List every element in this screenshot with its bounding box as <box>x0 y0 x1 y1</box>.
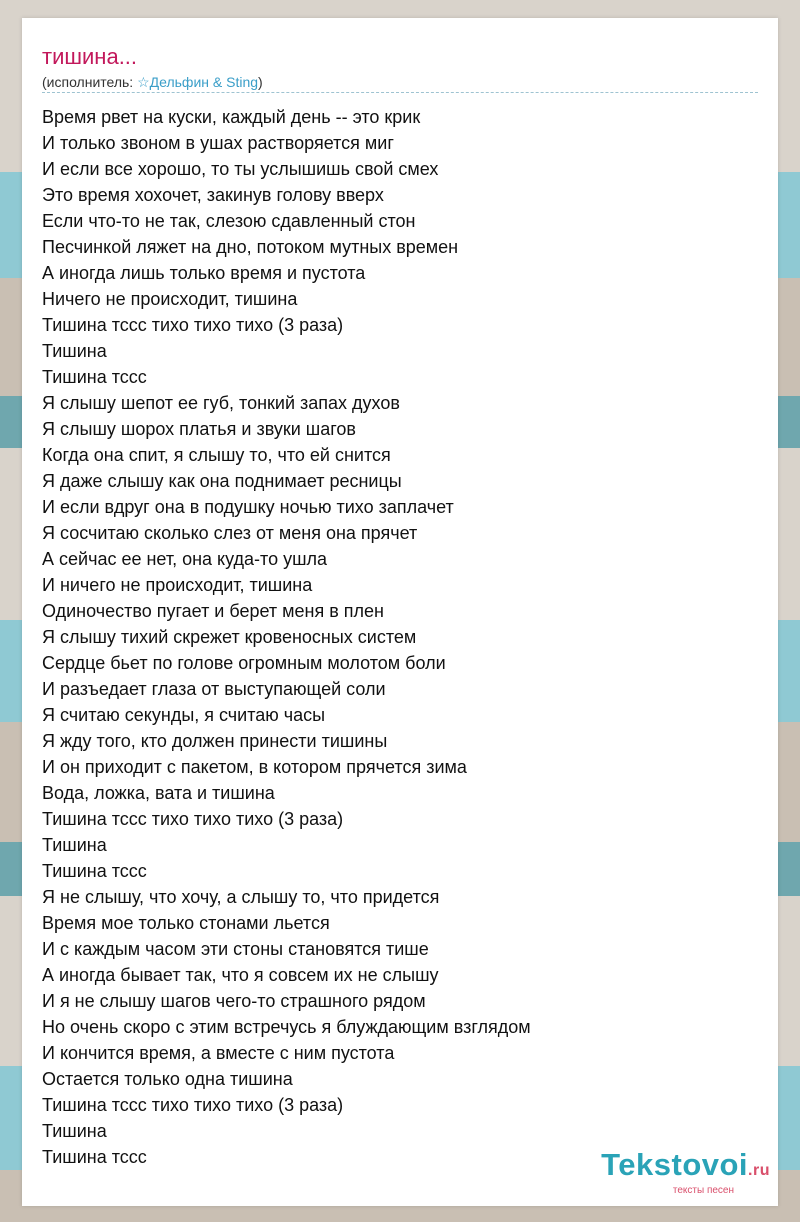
lyric-line: Ничего не происходит, тишина <box>42 289 298 309</box>
artist-name: Дельфин & Sting <box>149 74 259 90</box>
lyric-line: Я слышу шепот ее губ, тонкий запах духов <box>42 393 400 413</box>
lyric-line: Тишина тссс тихо тихо тихо (3 раза) <box>42 315 344 335</box>
lyrics-text <box>42 104 531 1170</box>
lyric-line: Одиночество пугает и берет меня в плен <box>42 601 384 621</box>
performer-prefix: (исполнитель: <box>42 74 138 90</box>
artist-link[interactable] <box>137 74 258 90</box>
lyric-line: Вода, ложка, вата и тишина <box>42 783 275 803</box>
lyric-line: И он приходит с пакетом, в котором прячется зима <box>42 757 467 777</box>
lyric-line: Но очень скоро с этим встречусь я блуждающим взглядом <box>42 1017 531 1037</box>
lyric-line: Время рвет на куски, каждый день -- это крик <box>42 107 421 127</box>
lyric-line: А сейчас ее нет, она куда-то ушла <box>42 549 328 569</box>
lyric-line: Я сосчитаю сколько слез от меня она прячет <box>42 523 418 543</box>
lyric-line: Тишина <box>42 1121 107 1141</box>
lyric-line: Время мое только стонами льется <box>42 913 330 933</box>
logo-name: Tekstovoi <box>601 1147 749 1182</box>
lyric-line: Тишина <box>42 341 107 361</box>
lyric-line: И я не слышу шагов чего-то страшного рядом <box>42 991 426 1011</box>
performer-suffix: ) <box>258 74 263 90</box>
lyric-line: Тишина тссс тихо тихо тихо (3 раза) <box>42 1095 344 1115</box>
song-title: тишина... <box>42 44 138 69</box>
star-icon: ☆ <box>137 74 150 90</box>
lyric-line: Сердце бьет по голове огромным молотом боли <box>42 653 446 673</box>
lyric-line: И ничего не происходит, тишина <box>42 575 313 595</box>
logo-tld: .ru <box>748 1162 770 1179</box>
divider <box>42 92 758 93</box>
lyric-line: И только звоном в ушах растворяется миг <box>42 133 394 153</box>
lyric-line: Тишина тссс <box>42 861 147 881</box>
lyric-line: Когда она спит, я слышу то, что ей снится <box>42 445 391 465</box>
lyrics-card <box>22 18 778 1206</box>
lyric-line: И с каждым часом эти стоны становятся тише <box>42 939 429 959</box>
site-logo[interactable] <box>601 1149 770 1196</box>
performer-line <box>42 73 263 91</box>
lyric-line: Я считаю секунды, я считаю часы <box>42 705 326 725</box>
logo-tagline: тексты песен <box>672 1185 734 1196</box>
lyric-line: Я слышу тихий скрежет кровеносных систем <box>42 627 417 647</box>
lyric-line: Я жду того, кто должен принести тишины <box>42 731 388 751</box>
lyric-line: Я не слышу, что хочу, а слышу то, что придется <box>42 887 440 907</box>
lyric-line: Тишина <box>42 835 107 855</box>
lyric-line: Остается только одна тишина <box>42 1069 293 1089</box>
lyric-line: А иногда лишь только время и пустота <box>42 263 366 283</box>
lyric-line: Я слышу шорох платья и звуки шагов <box>42 419 356 439</box>
lyric-line: А иногда бывает так, что я совсем их не слышу <box>42 965 439 985</box>
lyric-line: Это время хохочет, закинув голову вверх <box>42 185 384 205</box>
lyric-line: И кончится время, а вместе с ним пустота <box>42 1043 395 1063</box>
lyric-line: Если что-то не так, слезою сдавленный стон <box>42 211 416 231</box>
lyric-line: Песчинкой ляжет на дно, потоком мутных времен <box>42 237 459 257</box>
lyric-line: Я даже слышу как она поднимает ресницы <box>42 471 402 491</box>
lyric-line: Тишина тссс тихо тихо тихо (3 раза) <box>42 809 344 829</box>
lyric-line: Тишина тссс <box>42 367 147 387</box>
lyric-line: И если все хорошо, то ты услышишь свой смех <box>42 159 439 179</box>
lyric-line: И если вдруг она в подушку ночью тихо заплачет <box>42 497 454 517</box>
lyric-line: Тишина тссс <box>42 1147 147 1167</box>
lyric-line: И разъедает глаза от выступающей соли <box>42 679 386 699</box>
